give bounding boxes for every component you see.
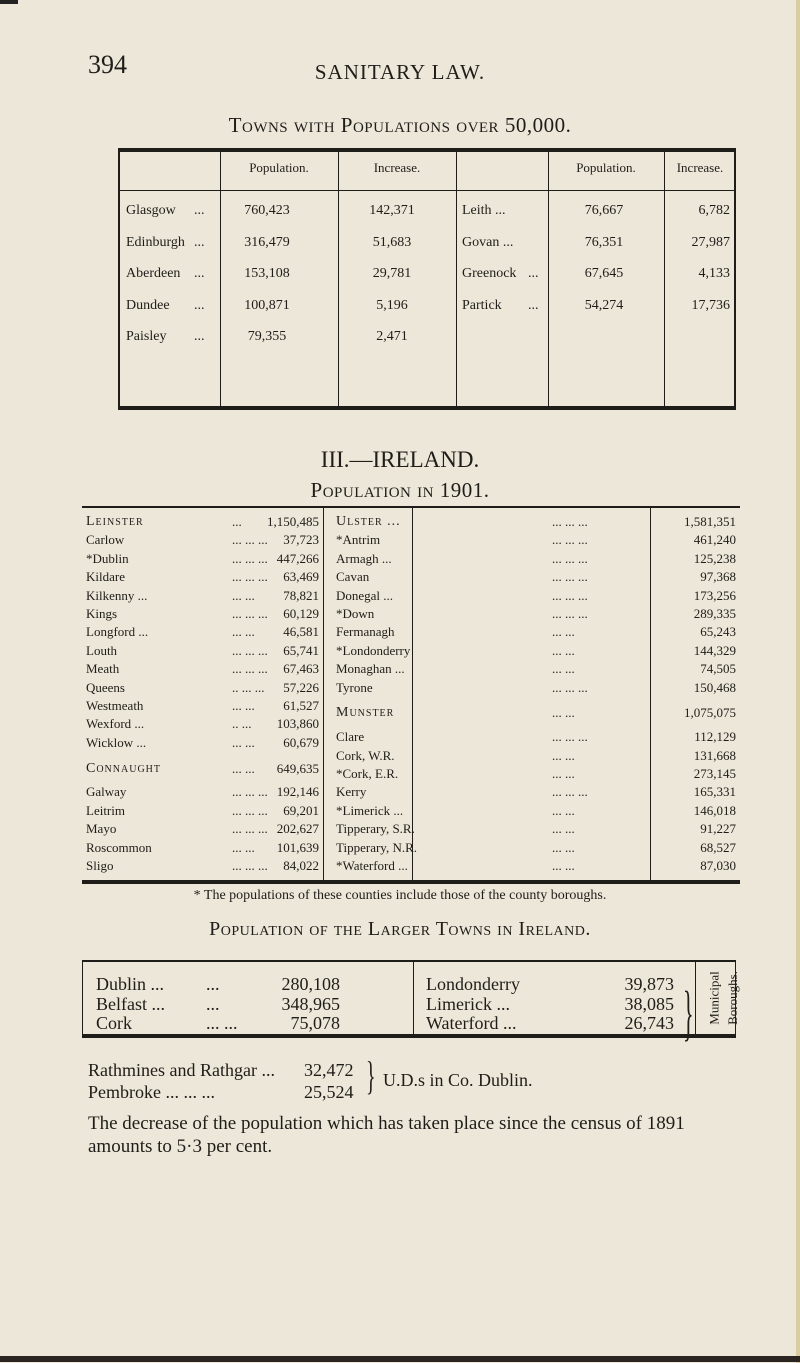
county-name: *Londonderry bbox=[336, 642, 411, 658]
county-population: 131,668 bbox=[693, 747, 736, 763]
town-name: Leith ... bbox=[462, 203, 506, 218]
dots: ... ... ... bbox=[232, 550, 268, 566]
scotland-table-title: Towns with Populations over 50,000. bbox=[228, 113, 572, 137]
municipal-label: Municipal bbox=[706, 971, 722, 1025]
county-name: Cork, W.R. bbox=[336, 747, 395, 763]
county-population: 60,679 bbox=[283, 734, 319, 750]
dots: ... bbox=[232, 514, 242, 529]
county-name: *Limerick ... bbox=[336, 802, 404, 818]
dots: ... ... bbox=[552, 766, 575, 782]
county-name: Sligo bbox=[86, 858, 114, 874]
population-value: 76,667 bbox=[584, 203, 624, 218]
dots: ... ... ... bbox=[552, 606, 588, 621]
county-name: Kilkenny ... bbox=[86, 587, 148, 603]
dots: ... ... bbox=[232, 587, 255, 603]
dots: ... bbox=[194, 203, 205, 218]
county-population: 101,639 bbox=[276, 839, 319, 855]
dots: .. ... bbox=[232, 716, 252, 732]
county-name: Leitrim bbox=[86, 802, 125, 818]
header-population-left: Population. bbox=[249, 160, 309, 175]
dots: ... ... bbox=[232, 734, 255, 750]
col-divider bbox=[323, 508, 324, 880]
population-value: 100,871 bbox=[244, 297, 290, 313]
population-value: 348,965 bbox=[281, 993, 340, 1014]
dots: ... ... ... bbox=[232, 606, 268, 621]
province-total: 1,150,485 bbox=[267, 514, 319, 529]
dots: ... bbox=[194, 234, 205, 250]
population-value: 26,743 bbox=[624, 1013, 674, 1033]
county-population: 112,129 bbox=[694, 729, 736, 745]
dots: ... ... ... bbox=[232, 532, 268, 548]
dots: ... ... bbox=[552, 839, 575, 855]
dots: ... ... bbox=[552, 858, 575, 874]
dots: ... ... bbox=[552, 661, 575, 677]
dots: ... ... bbox=[552, 642, 575, 658]
county-name: Wexford ... bbox=[86, 716, 145, 732]
dots: ... ... bbox=[552, 624, 575, 640]
county-name: *Antrim bbox=[336, 532, 381, 548]
ireland-subheading: Population in 1901. bbox=[310, 478, 490, 502]
dots: ... ... ... bbox=[232, 661, 268, 677]
county-population: 289,335 bbox=[693, 606, 736, 621]
county-population: 84,022 bbox=[283, 858, 319, 874]
dots: ... ... bbox=[552, 747, 575, 763]
dots: ... bbox=[206, 974, 220, 994]
dots: .. ... ... bbox=[232, 679, 265, 695]
county-name: Kerry bbox=[336, 784, 367, 800]
county-name: Fermanagh bbox=[336, 624, 395, 640]
town-name: Greenock bbox=[462, 266, 517, 281]
larger-towns-title: Population of the Larger Towns in Ireland. bbox=[209, 918, 591, 940]
county-name: Wicklow ... bbox=[86, 734, 147, 750]
county-name: Armagh ... bbox=[336, 550, 392, 566]
dots: ... ... ... bbox=[552, 679, 588, 695]
county-name: Donegal ... bbox=[336, 587, 394, 603]
town-name: Dundee bbox=[126, 297, 170, 313]
county-population: 165,331 bbox=[693, 784, 736, 800]
increase-value: 6,782 bbox=[698, 203, 730, 218]
county-name: Carlow bbox=[86, 532, 125, 548]
county-name: Tyrone bbox=[336, 679, 373, 695]
boroughs-label: Boroughs. bbox=[724, 971, 740, 1025]
page-number: 394 bbox=[88, 50, 127, 79]
header-population-right: Population. bbox=[576, 160, 636, 175]
county-population: 67,463 bbox=[283, 661, 319, 677]
county-name: *Waterford ... bbox=[336, 858, 408, 874]
county-name: Cavan bbox=[336, 569, 370, 585]
county-population: 87,030 bbox=[700, 858, 736, 874]
dots: ... ... bbox=[206, 1013, 238, 1033]
col-divider bbox=[650, 508, 651, 880]
county-population: 63,469 bbox=[283, 569, 319, 585]
town-name: Waterford ... bbox=[426, 1013, 517, 1033]
dots: ... ... ... bbox=[552, 729, 588, 745]
county-population: 202,627 bbox=[276, 821, 319, 837]
dots: ... ... bbox=[232, 760, 255, 776]
town-name: Dublin ... bbox=[96, 974, 165, 994]
brace: } bbox=[366, 1055, 376, 1099]
town-name: Aberdeen bbox=[126, 266, 181, 281]
dots: ... ... bbox=[232, 698, 255, 713]
district-label: U.D.s in Co. Dublin. bbox=[383, 1070, 533, 1090]
county-name: Galway bbox=[86, 784, 127, 800]
population-value: 67,645 bbox=[584, 266, 624, 281]
county-population: 91,227 bbox=[700, 821, 736, 837]
running-head: SANITARY LAW. bbox=[314, 60, 486, 84]
district-value: 25,524 bbox=[304, 1082, 354, 1102]
increase-value: 27,987 bbox=[691, 234, 730, 250]
page-corner-mark bbox=[0, 0, 18, 4]
district-value: 32,472 bbox=[304, 1060, 354, 1080]
town-name: Glasgow bbox=[126, 203, 176, 218]
county-name: Tipperary, N.R. bbox=[336, 839, 418, 855]
county-population: 447,266 bbox=[276, 550, 319, 566]
header-increase-right: Increase. bbox=[676, 160, 724, 175]
dots: ... ... bbox=[552, 802, 575, 818]
population-value: 316,479 bbox=[244, 234, 290, 250]
dots: ... ... ... bbox=[552, 550, 588, 566]
dots: ... bbox=[194, 329, 205, 344]
province-name: Connaught bbox=[86, 760, 161, 776]
county-population: 97,368 bbox=[700, 569, 736, 585]
province-name: Leinster bbox=[86, 514, 144, 529]
dots: ... bbox=[194, 297, 205, 313]
county-population: 65,243 bbox=[700, 624, 736, 640]
dots: ... ... ... bbox=[232, 802, 268, 818]
dots: ... bbox=[194, 266, 205, 281]
dots: ... ... ... bbox=[552, 784, 588, 800]
county-population: 173,256 bbox=[693, 587, 736, 603]
province-total: 1,581,351 bbox=[684, 514, 736, 529]
dots: ... bbox=[528, 297, 539, 313]
county-population: 65,741 bbox=[283, 642, 319, 658]
province-total: 1,075,075 bbox=[684, 705, 736, 721]
closing-paragraph: The decrease of the population which has taken place since the census of 1891 amounts to 5·3 per cent. bbox=[88, 1113, 685, 1157]
county-population: 37,723 bbox=[283, 532, 319, 548]
town-name: Cork bbox=[96, 1013, 132, 1033]
increase-value: 29,781 bbox=[372, 266, 412, 281]
county-population: 74,505 bbox=[700, 661, 736, 677]
brace: } bbox=[683, 977, 694, 1048]
county-population: 61,527 bbox=[283, 698, 319, 713]
county-name: Meath bbox=[86, 661, 120, 677]
population-value: 39,873 bbox=[624, 974, 674, 994]
district-name: Pembroke ... ... ... bbox=[88, 1082, 215, 1102]
dots: ... bbox=[528, 266, 539, 281]
increase-value: 51,683 bbox=[372, 234, 412, 250]
county-population: 46,581 bbox=[283, 624, 319, 640]
population-value: 280,108 bbox=[281, 974, 340, 994]
county-name: Longford ... bbox=[86, 624, 149, 640]
dots: ... ... ... bbox=[232, 821, 268, 837]
county-name: Roscommon bbox=[86, 839, 152, 855]
town-name: Govan ... bbox=[462, 234, 514, 250]
population-value: 75,078 bbox=[290, 1013, 340, 1033]
county-population: 144,329 bbox=[693, 642, 736, 658]
population-value: 38,085 bbox=[624, 993, 674, 1014]
col-divider bbox=[695, 962, 696, 1034]
increase-value: 2,471 bbox=[376, 329, 408, 344]
county-population: 60,129 bbox=[283, 606, 319, 621]
population-value: 79,355 bbox=[247, 329, 287, 344]
province-total: 649,635 bbox=[276, 760, 319, 776]
county-population: 103,860 bbox=[276, 716, 319, 732]
population-value: 54,274 bbox=[584, 297, 624, 313]
district-name: Rathmines and Rathgar ... bbox=[88, 1060, 275, 1080]
province-name: Munster bbox=[336, 705, 395, 721]
town-name: Limerick ... bbox=[426, 993, 510, 1014]
page-bottom-rule bbox=[0, 1356, 800, 1362]
county-name: Queens bbox=[86, 679, 125, 695]
county-population: 69,201 bbox=[283, 802, 319, 818]
dots: ... ... bbox=[232, 839, 255, 855]
county-name: Kildare bbox=[86, 569, 125, 585]
county-population: 68,527 bbox=[700, 839, 736, 855]
increase-value: 17,736 bbox=[691, 297, 730, 313]
county-population: 461,240 bbox=[693, 532, 736, 548]
county-name: *Dublin bbox=[86, 550, 129, 566]
dots: ... ... ... bbox=[232, 784, 268, 800]
county-population: 78,821 bbox=[283, 587, 319, 603]
town-name: Edinburgh bbox=[126, 234, 185, 250]
county-population: 125,238 bbox=[693, 550, 736, 566]
town-name: Londonderry bbox=[426, 974, 520, 994]
town-name: Paisley bbox=[126, 329, 167, 344]
ireland-heading: III.—IRELAND. bbox=[320, 447, 480, 472]
increase-value: 5,196 bbox=[376, 297, 408, 313]
town-name: Partick bbox=[462, 297, 502, 313]
header-increase-left: Increase. bbox=[373, 160, 421, 175]
page-edge bbox=[796, 0, 800, 1363]
county-name: *Down bbox=[336, 606, 375, 621]
town-name: Belfast ... bbox=[96, 993, 165, 1014]
county-name: Westmeath bbox=[86, 698, 144, 713]
county-name: Louth bbox=[86, 642, 118, 658]
dots: ... ... ... bbox=[552, 569, 588, 585]
dots: ... ... bbox=[552, 821, 575, 837]
dots: ... ... ... bbox=[552, 587, 588, 603]
footnote: * The populations of these counties include those of the county boroughs. bbox=[193, 888, 607, 903]
dots: ... ... ... bbox=[232, 858, 268, 874]
dots: ... ... ... bbox=[232, 642, 268, 658]
province-name: Ulster ... bbox=[336, 514, 401, 529]
county-population: 146,018 bbox=[693, 802, 736, 818]
county-population: 273,145 bbox=[693, 766, 736, 782]
county-population: 192,146 bbox=[276, 784, 319, 800]
county-name: *Cork, E.R. bbox=[336, 766, 399, 782]
population-value: 76,351 bbox=[584, 234, 624, 250]
dots: ... ... bbox=[552, 705, 575, 721]
increase-value: 142,371 bbox=[369, 203, 415, 218]
county-name: Monaghan ... bbox=[336, 661, 405, 677]
county-name: Clare bbox=[336, 729, 365, 745]
dots: ... ... ... bbox=[552, 532, 588, 548]
county-name: Tipperary, S.R. bbox=[336, 821, 415, 837]
dots: ... ... bbox=[232, 624, 255, 640]
increase-value: 4,133 bbox=[698, 266, 730, 281]
header-divider bbox=[120, 190, 734, 191]
dots: ... ... ... bbox=[232, 569, 268, 585]
population-value: 153,108 bbox=[244, 266, 290, 281]
col-divider bbox=[413, 962, 414, 1034]
population-value: 760,423 bbox=[244, 203, 290, 218]
county-population: 57,226 bbox=[283, 679, 319, 695]
county-name: Kings bbox=[86, 606, 118, 621]
county-population: 150,468 bbox=[693, 679, 736, 695]
dots: ... ... ... bbox=[552, 514, 588, 529]
county-name: Mayo bbox=[86, 821, 117, 837]
dots: ... bbox=[206, 993, 220, 1014]
